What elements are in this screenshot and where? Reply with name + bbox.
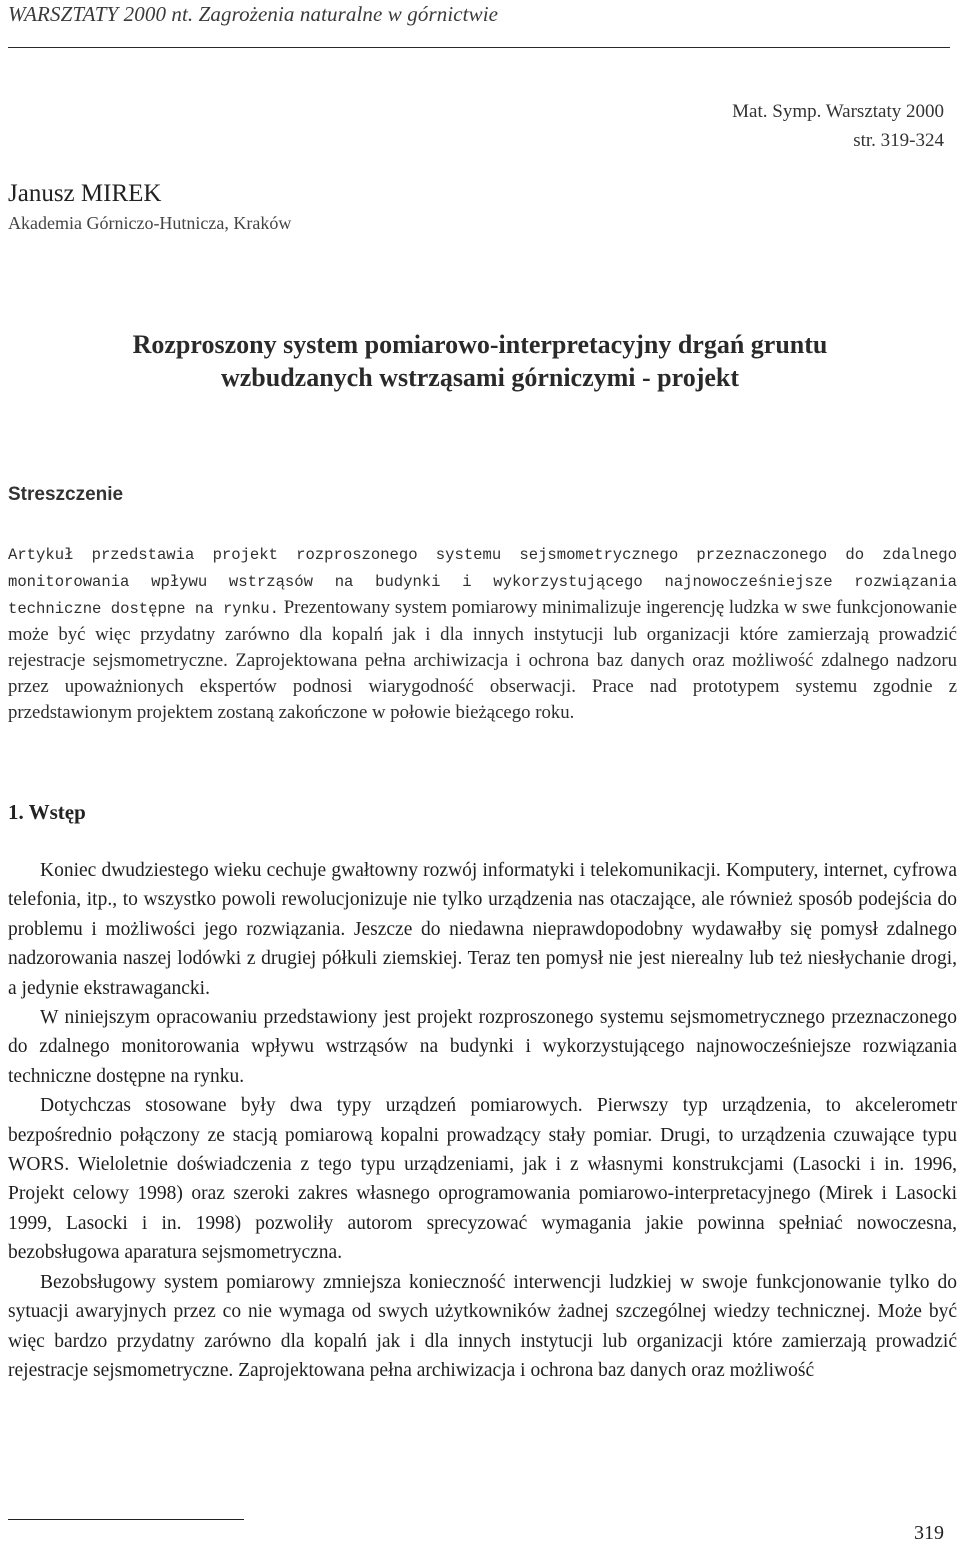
abstract-text bbox=[8, 541, 957, 726]
body-paragraph: W niniejszym opracowaniu przedstawiony jest projekt rozproszonego systemu sejsmometrycznego przeznaczonego do zdalnego monitorowania wpływu wstrząsów na budynki i wykorzystującego najnowocześniejsze rozwiązania techniczne dostępne na rynku. bbox=[8, 1007, 957, 1087]
abstract-heading: Streszczenie bbox=[8, 484, 124, 505]
running-header: WARSZTATY 2000 nt. Zagrożenia naturalne w górnictwie bbox=[8, 2, 499, 26]
footer-rule bbox=[8, 1519, 244, 1520]
header-rule bbox=[8, 47, 950, 48]
page-number: 319 bbox=[914, 1522, 944, 1544]
author-name: Janusz MIREK bbox=[8, 180, 162, 207]
body-paragraph: Koniec dwudziestego wieku cechuje gwałtowny rozwój informatyki i telekomunikacji. Komputery, internet, cyfrowa telefonia, itp., to wszystko powoli rewolucjonizuje nie tylko urządzenia nas otaczające, ale również sposób podejścia do problemu i możliwości jego rozwiązania. Jeszcze do niedawna nieprawdopodobny wydawałby się pomysł zdalnego nadzorowania naszej lodówki z drugiej półkuli ziemskiej. Teraz ten pomysł nie jest nierealny lub też niesłychanie drogi, a jedynie ekstrawagancki. bbox=[8, 860, 957, 999]
title-line: Rozproszony system pomiarowo-interpretacyjny drgań gruntu bbox=[132, 330, 828, 359]
body-paragraph: Bezobsługowy system pomiarowy zmniejsza konieczność interwencji ludzkiej w swoje funkcjonowanie tylko do sytuacji awaryjnych przez co nie wymaga od swych użytkowników żadnej szczególnej wiedzy technicznej. Może być więc bardzo przydatny zarówno dla kopalń jak i dla innych instytucji lub organizacji które zamierzają prowadzić rejestracje sejsmometryczne. Zaprojektowana pełna archiwizacja i ochrona baz danych oraz możliwość bbox=[8, 1271, 957, 1381]
abstract-sentence-1: Artykuł przedstawia projekt rozproszonego systemu sejsmometrycznego przeznaczonego do zdalnego monitorowania wpływu wstrząsów na budynki i wykorzystującego najnowocześniejsze rozwiązania techniczne dostępne na rynku. bbox=[8, 546, 957, 618]
section-body bbox=[8, 856, 957, 1385]
publication-info bbox=[732, 97, 944, 155]
abstract-remainder: Prezentowany system pomiarowy minimalizuje ingerencję ludzka w swe funkcjonowanie może być więc przydatny zarówno dla kopalń jak i dla innych instytucji lub organizacji które zamierzają prowadzić rejestracje sejsmometryczne. Zaprojektowana pełna archiwizacja i ochrona baz danych oraz możliwość zdalnego nadzoru przez upoważnionych ekspertów podnosi wiarygodność obserwacji. Prace nad prototypem systemu zgodnie z przedstawionym projektem zostaną zakończone w połowie bieżącego roku. bbox=[8, 597, 958, 723]
title-line: wzbudzanych wstrząsami górniczymi - projekt bbox=[220, 363, 740, 392]
body-paragraph: Dotychczas stosowane były dwa typy urządzeń pomiarowych. Pierwszy typ urządzenia, to akcelerometr bezpośrednio połączony ze stacją pomiarową kopalni prowadzący stały pomiar. Drugi, to urządzenia czuwające typu WORS. Wieloletnie doświadczenia z tego typu urządzeniami, jak i z własnymi konstrukcjami (Lasocki i in. 1996, Projekt celowy 1998) oraz szeroki zakres własnego oprogramowania pomiarowo-interpretacyjnego (Mirek i Lasocki 1999, Lasocki i in. 1998) pozwoliły autorom sprecyzować wymagania jakie powinna spełniać nowoczesna, bezobsługowa aparatura sejsmometryczna. bbox=[8, 1095, 957, 1264]
publication-info-line: Mat. Symp. Warsztaty 2000 bbox=[732, 101, 944, 122]
author-affiliation: Akademia Górniczo-Hutnicza, Kraków bbox=[8, 213, 292, 233]
page-range: str. 319-324 bbox=[853, 130, 944, 151]
paper-title bbox=[0, 328, 960, 394]
section-heading: 1. Wstęp bbox=[8, 800, 86, 824]
